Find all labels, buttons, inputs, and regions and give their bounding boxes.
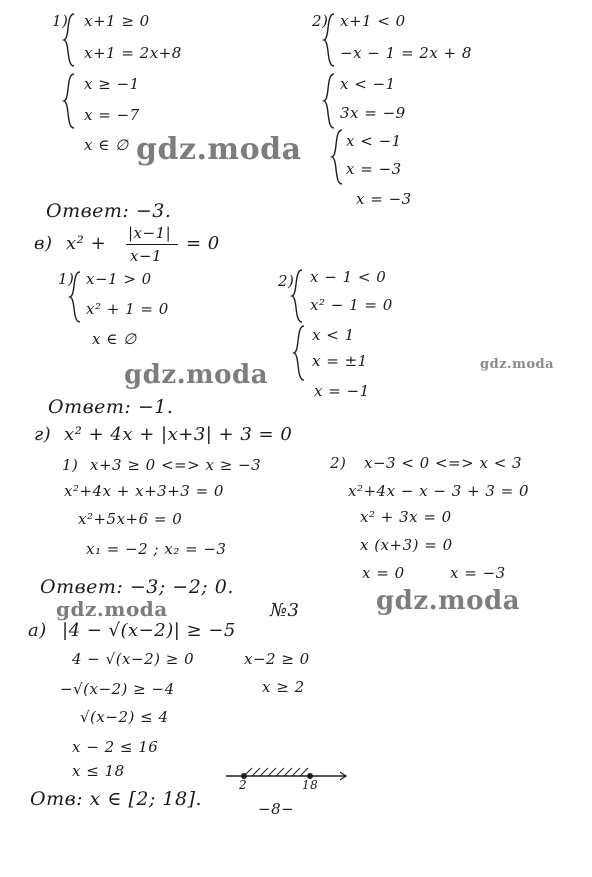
answer-g: Ответ: −3; −2; 0. <box>40 576 234 598</box>
system-brace <box>62 12 78 68</box>
result: x ∈ ∅ <box>84 136 129 154</box>
result: x = −1 <box>314 382 370 400</box>
condition: x−3 < 0 <=> x < 3 <box>364 454 523 472</box>
watermark: gdz.moda <box>480 357 555 372</box>
step: √(x−2) ≤ 4 <box>80 708 169 726</box>
root: x = −3 <box>346 160 402 178</box>
condition: x ≥ −1 <box>84 75 140 93</box>
answer-n3: Отв: x ∈ [2; 18]. <box>30 788 203 810</box>
equation: x² − 1 = 0 <box>310 296 393 314</box>
system-brace <box>62 72 78 130</box>
equation: 3x = −9 <box>340 104 406 122</box>
fraction-numerator: |x−1| <box>128 224 172 242</box>
domain-condition: x−2 ≥ 0 <box>244 650 310 668</box>
root: x = 0 <box>362 564 405 582</box>
condition: x+1 ≥ 0 <box>84 12 150 30</box>
step: −√(x−2) ≥ −4 <box>60 680 175 698</box>
equation: x² + 1 = 0 <box>86 300 169 318</box>
part-label: в) <box>34 233 53 254</box>
watermark: gdz.moda <box>56 597 168 621</box>
system-brace <box>322 12 338 68</box>
system-brace <box>322 72 338 130</box>
factored: x (x+3) = 0 <box>360 536 453 554</box>
task-number: №3 <box>270 600 300 621</box>
case-number: 1) <box>58 270 75 288</box>
case-number: 2) <box>330 454 347 472</box>
fraction-denominator: x−1 <box>130 247 163 265</box>
domain-condition: x ≥ 2 <box>262 678 305 696</box>
number-line-label: 2 <box>239 778 248 792</box>
equation: x²+4x + x+3+3 = 0 <box>64 482 224 500</box>
equation-tail: = 0 <box>186 233 220 254</box>
condition: x+1 < 0 <box>340 12 406 30</box>
watermark: gdz.moda <box>376 586 521 616</box>
equation: −x − 1 = 2x + 8 <box>340 44 472 62</box>
case-number: 2) <box>312 12 329 30</box>
part-label: г) <box>34 424 52 445</box>
case-number: 2) <box>278 272 295 290</box>
result: x = −3 <box>356 190 412 208</box>
answer-v: Ответ: −1. <box>48 396 174 418</box>
root: x = −3 <box>450 564 506 582</box>
case-number: 1) <box>62 456 79 474</box>
result: x ∈ ∅ <box>92 330 137 348</box>
answer-b: Ответ: −3. <box>46 200 172 222</box>
condition: x+3 ≥ 0 <=> x ≥ −3 <box>90 456 262 474</box>
roots: x = ±1 <box>312 352 368 370</box>
watermark: gdz.moda <box>124 360 269 390</box>
page-number: −8− <box>258 800 295 818</box>
watermark: gdz.moda <box>136 132 302 167</box>
case-number: 1) <box>52 12 69 30</box>
number-line-label: 18 <box>302 778 319 792</box>
part-label: а) <box>28 620 47 641</box>
step: x − 2 ≤ 16 <box>72 738 159 756</box>
system-brace <box>330 128 346 186</box>
equation: x²+5x+6 = 0 <box>78 510 183 528</box>
system-brace <box>290 268 306 324</box>
inequality: |4 − √(x−2)| ≥ −5 <box>62 620 236 641</box>
step: 4 − √(x−2) ≥ 0 <box>72 650 195 668</box>
equation: x²+4x − x − 3 + 3 = 0 <box>348 482 530 500</box>
step: x ≤ 18 <box>72 762 125 780</box>
equation: x² + 3x = 0 <box>360 508 452 526</box>
equation-lead: x² + <box>66 233 107 254</box>
equation: x² + 4x + |x+3| + 3 = 0 <box>64 424 293 445</box>
system-brace <box>292 324 308 382</box>
condition: x < −1 <box>346 132 402 150</box>
root: x = −7 <box>84 106 140 124</box>
fraction-bar <box>126 244 178 245</box>
roots: x₁ = −2 ; x₂ = −3 <box>86 540 227 558</box>
condition: x − 1 < 0 <box>310 268 387 286</box>
condition: x < 1 <box>312 326 355 344</box>
condition: x−1 > 0 <box>86 270 152 288</box>
system-brace <box>68 270 84 324</box>
condition: x < −1 <box>340 75 396 93</box>
equation: x+1 = 2x+8 <box>84 44 182 62</box>
